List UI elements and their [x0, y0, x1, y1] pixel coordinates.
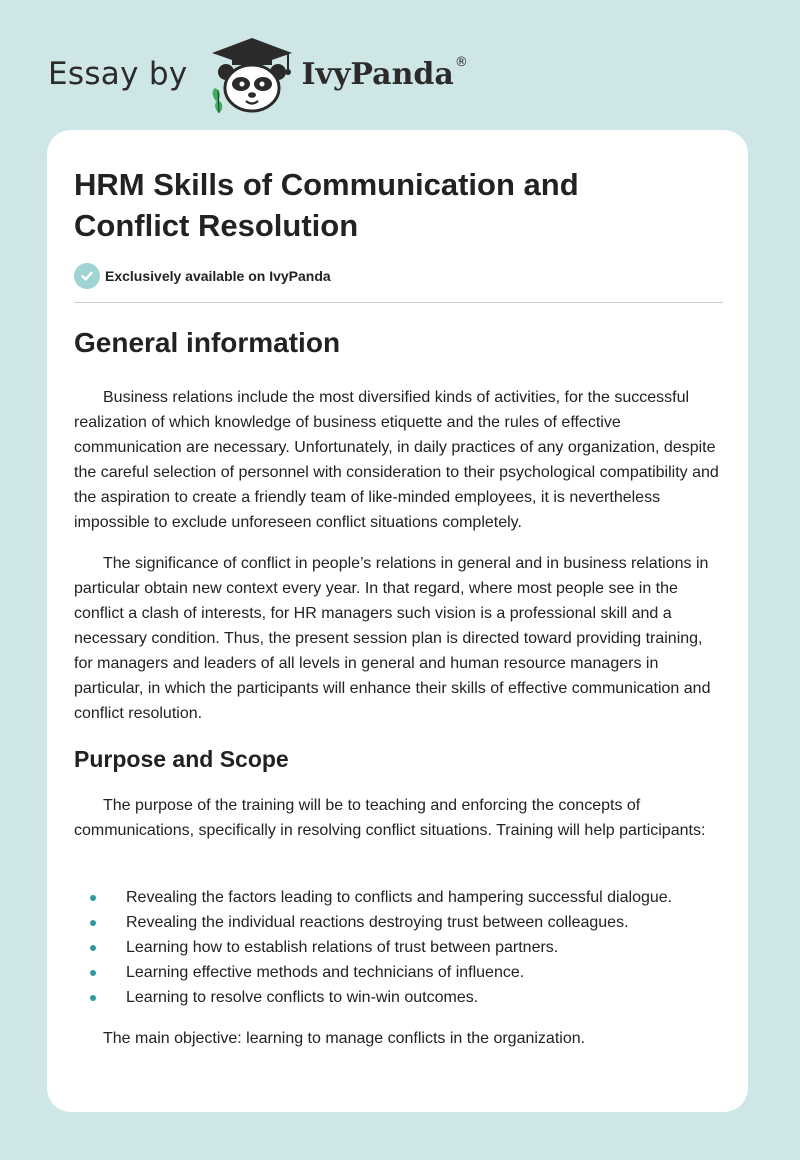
exclusive-label: Exclusively available on IvyPanda: [105, 268, 331, 284]
bullet-icon: [90, 920, 96, 926]
paragraph-conclusion: The main objective: learning to manage conflicts in the organization.: [103, 1030, 586, 1047]
list-item: [74, 985, 723, 1010]
list-item-text: Learning how to establish relations of trust between partners.: [126, 939, 559, 956]
title-divider: [74, 302, 723, 303]
paragraph-general-1: Business relations include the most diversified kinds of activities, for the successful realization of which knowledge of business etiquette and the rules of effective communication are necessary. Unfortunately, in daily practices of any organization, despite the careful selection of personnel with consideration to their psychological compatibility and the aspiration to create a friendly team of like-minded employees, it is nevertheless impossible to exclude unforeseen conflict situations completely.: [74, 389, 719, 531]
objectives-list: [74, 885, 723, 1010]
exclusive-badge: [74, 263, 331, 289]
paragraph-purpose-intro: The purpose of the training will be to teaching and enforcing the concepts of communications, specifically in resolving conflict situations. Training will help participants:: [74, 797, 706, 839]
list-item-text: Learning effective methods and technicians of influence.: [126, 964, 525, 981]
list-item-text: Revealing the individual reactions destroying trust between colleagues.: [126, 914, 629, 931]
list-item: [74, 885, 723, 910]
registered-mark: ®: [454, 54, 468, 70]
essay-title: HRM Skills of Communication and Conflict Resolution: [74, 167, 579, 243]
essay-card: [47, 130, 748, 1112]
bullet-icon: [90, 995, 96, 1001]
section-heading-purpose: Purpose and Scope: [74, 746, 289, 772]
list-item: [74, 910, 723, 935]
section-heading-general: General information: [74, 327, 341, 358]
list-item: [74, 960, 723, 985]
brand-name: IvyPanda: [301, 56, 454, 92]
brand-prefix: Essay by: [48, 56, 188, 92]
bullet-icon: [90, 970, 96, 976]
list-item-text: Revealing the factors leading to conflicts and hampering successful dialogue.: [126, 889, 673, 906]
list-item-text: Learning to resolve conflicts to win-win outcomes.: [126, 989, 479, 1006]
bullet-icon: [90, 895, 96, 901]
paragraph-general-2: The significance of conflict in people’s relations in general and in business relations in particular obtain new context every year. In that regard, where most people see in the conflict a clash of interests, for HR managers such vision is a professional skill and a necessary condition. Thus, the present session plan is directed toward providing training, for managers and leaders of all levels in general and human resource managers in particular, in which the participants will enhance their skills of effective communication and conflict resolution.: [74, 555, 711, 722]
panda-graduate-logo-icon: [202, 34, 298, 114]
site-brand[interactable]: [48, 34, 468, 114]
bullet-icon: [90, 945, 96, 951]
check-icon: [74, 263, 100, 289]
list-item: [74, 935, 723, 960]
